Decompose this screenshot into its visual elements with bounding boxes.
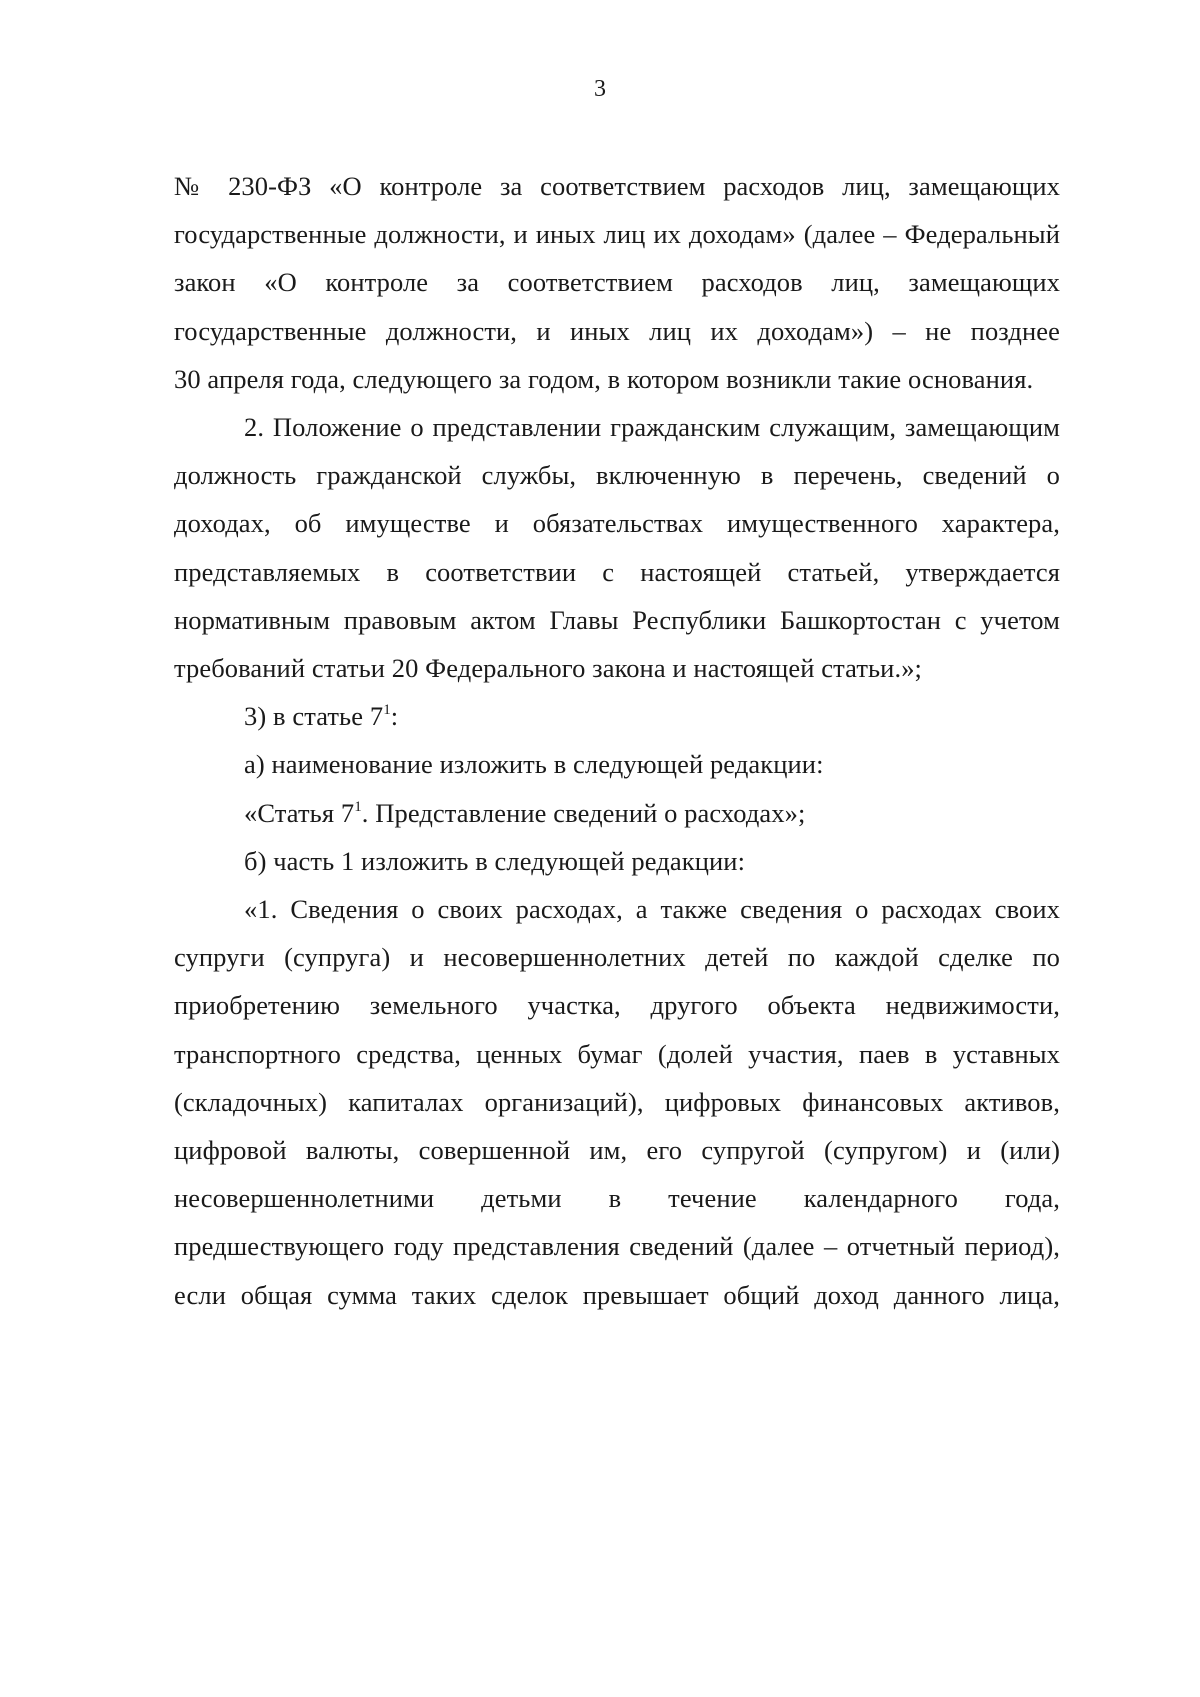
paragraph-deadline: 30 апреля года, следующего за годом, в котором возникли такие основания. <box>174 363 1034 394</box>
item-3-suffix: : <box>390 701 399 732</box>
document-body <box>174 162 1060 1319</box>
paragraph-item-2-end: требований статьи 20 Федерального закона и настоящей статьи.»; <box>174 653 923 684</box>
item-3-superscript: 1 <box>383 702 391 719</box>
article-title-suffix: . Представление сведений о расходах»; <box>361 797 806 828</box>
part-1-text: «1. Сведения о своих расходах, а также сведения о расходах своих супруги (супруга) и несовершеннолетних детей по каждой сделке по приобретению земельного участка, другого объекта недвижимости, транспортного средства, ценных бумаг (долей участия, паев в уставных (складочных) капиталах организаций), цифровых финансовых активов, цифровой валюты, совершенной им, его супругой (супругом) и (или) несовершеннолетними детьми в течение календарного года, предшествующего году представления сведений (далее – отчетный период), если общая сумма таких сделок превышает общий доход данного лица, <box>174 894 1060 1310</box>
item-3-heading <box>174 692 1060 740</box>
article-title <box>174 789 1060 837</box>
item-b: б) часть 1 изложить в следующей редакции: <box>244 845 746 876</box>
page-number: 3 <box>594 76 606 102</box>
item-a: а) наименование изложить в следующей редакции: <box>244 749 824 780</box>
paragraph-continuation: № 230-ФЗ «О контроле за соответствием расходов лиц, замещающих государственные должности, и иных лиц их доходам» (далее – Федеральный закон «О контроле за соответствием расходов лиц, замещающих государственные должности, и иных лиц их доходам») – не позднее <box>174 171 1060 346</box>
item-3-text: 3) в статье 7 <box>244 701 384 732</box>
paragraph-item-2: 2. Положение о представлении гражданским служащим, замещающим должность гражданской службы, включенную в перечень, сведений о доходах, об имуществе и обязательствах имущественного характера, представляемых в соответствии с настоящей статьей, утверждается нормативным правовым актом Главы Республики Башкортостан с учетом <box>174 412 1060 635</box>
article-title-superscript: 1 <box>354 798 362 815</box>
article-title-prefix: «Статья 7 <box>244 797 355 828</box>
